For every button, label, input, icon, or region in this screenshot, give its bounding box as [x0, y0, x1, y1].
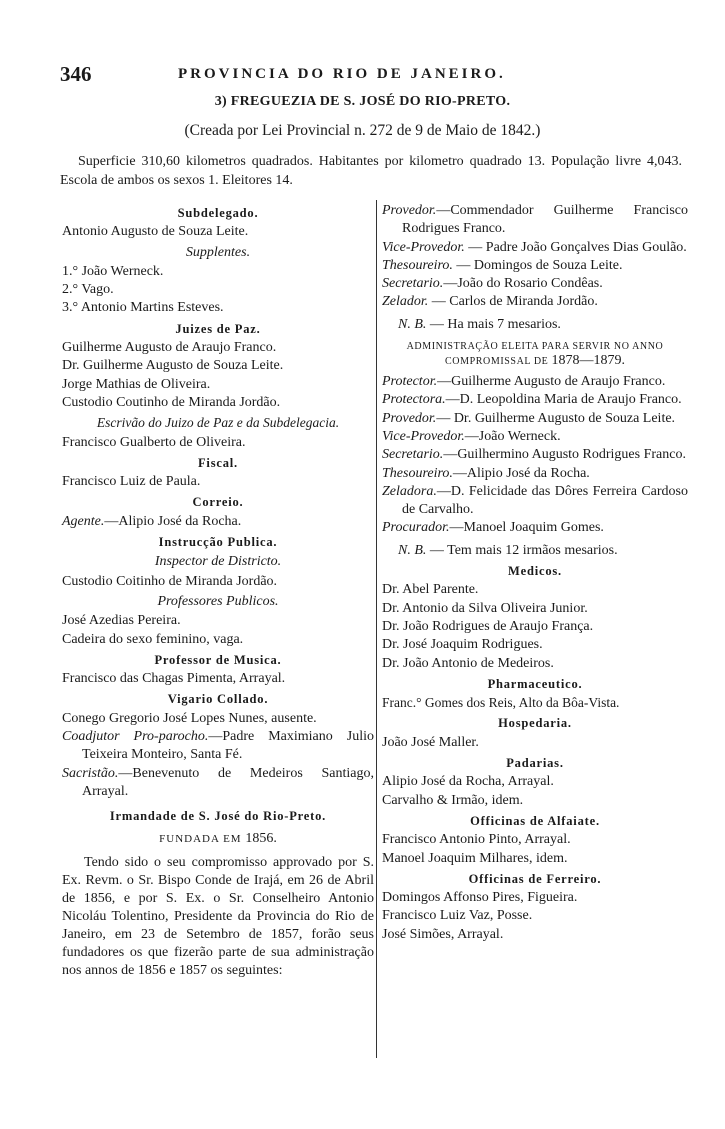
coadjutor-name: —Padre Maximiano Julio Teixeira Monteiro, Santa Fé. [82, 729, 374, 763]
officer-role: Provedor. [382, 410, 437, 426]
hospedaria-heading: Hospedaria. [498, 716, 572, 731]
creation-note: (Creada por Lei Provincial n. 272 de 9 de Maio de 1842.) [184, 122, 541, 139]
vigario-name: Conego Gregorio José Lopes Nunes, ausente. [62, 710, 317, 726]
officer-entry [382, 275, 688, 293]
medico-item: Dr. Antonio da Silva Oliveira Junior. [382, 600, 588, 616]
supplentes-heading: Supplentes. [185, 244, 251, 260]
inspector-heading: Inspector de Districto. [154, 554, 282, 570]
officer-name: — Padre João Gonçalves Dias Goulão. [464, 239, 687, 255]
column-divider [376, 200, 377, 1058]
officer-name: —João Werneck. [464, 428, 561, 444]
fundada-line [62, 830, 374, 848]
professores-heading: Professores Publicos. [157, 593, 279, 609]
medico-item: Dr. José Joaquim Rodrigues. [382, 637, 543, 653]
juiz-item: Guilherme Augusto de Araujo Franco. [62, 340, 277, 356]
hospedaria-name: João José Maller. [382, 734, 479, 750]
officer-role: Provedor. [382, 203, 437, 218]
fundada-year: 1856. [245, 830, 277, 846]
officer-role: Zelador. [382, 294, 429, 310]
ferreiro-item: Francisco Luiz Vaz, Posse. [382, 908, 533, 924]
correio-heading: Correio. [192, 495, 244, 510]
supplente-item: 3.° Antonio Martins Esteves. [62, 300, 224, 316]
pharma-name: Franc.° Gomes dos Reis, Alto da Bôa-Vista. [382, 695, 620, 711]
officer-entry [382, 239, 688, 257]
officer-role: Vice-Provedor. [382, 428, 465, 444]
alfaiate-item: Manoel Joaquim Milhares, idem. [382, 850, 568, 866]
professor-item: José Azedias Pereira. [62, 613, 181, 629]
juiz-item: Custodio Coutinho de Miranda Jordão. [62, 394, 281, 410]
officer-role: Zeladora. [382, 483, 437, 499]
agente-role: Agente. [62, 513, 105, 529]
officer-name: —D. Leopoldina Maria de Araujo Franco. [445, 392, 682, 408]
medico-item: Dr. Abel Parente. [382, 582, 479, 598]
alfaiate-item: Francisco Antonio Pinto, Arrayal. [382, 832, 571, 848]
supplente-item: 1.° João Werneck. [62, 263, 164, 279]
agente-entry [62, 513, 374, 531]
ferreiro-item: Domingos Affonso Pires, Figueira. [382, 890, 578, 906]
escrivao-heading: Escrivão do Juizo de Paz e da Subdelegacia. [96, 415, 340, 431]
fiscal-name: Francisco Luiz de Paula. [62, 474, 201, 490]
padaria-item: Carvalho & Irmão, idem. [382, 792, 524, 808]
page-header [60, 62, 700, 90]
irmandade-heading: Irmandade de S. José do Rio-Preto. [109, 809, 327, 824]
musica-name: Francisco das Chagas Pimenta, Arrayal. [62, 671, 286, 687]
ferreiro-heading: Officinas de Ferreiro. [468, 871, 602, 886]
note-text: — Ha mais 7 mesarios. [426, 316, 561, 332]
coadjutor-entry [62, 728, 374, 765]
page-number: 346 [60, 62, 92, 86]
officer-entry [382, 446, 688, 464]
subdelegado-name: Antonio Augusto de Souza Leite. [62, 224, 249, 240]
officer-entry [382, 257, 688, 275]
mesarios-note [382, 316, 688, 334]
alfaiate-heading: Officinas de Alfaiate. [470, 813, 600, 828]
escrivao-name: Francisco Gualberto de Oliveira. [62, 434, 246, 450]
officer-name: — Domingos de Souza Leite. [452, 257, 623, 273]
officer-name: — Dr. Guilherme Augusto de Souza Leite. [436, 410, 676, 426]
officer-name: —Commendador Guilherme Francisco Rodrigues Franco. [402, 203, 688, 237]
officer-role: Thesoureiro. [382, 257, 453, 273]
officer-role: Secretario. [382, 447, 444, 463]
medico-item: Dr. João Antonio de Medeiros. [382, 655, 554, 671]
ferreiro-item: José Simões, Arrayal. [382, 926, 504, 942]
officer-name: —João do Rosario Condêas. [443, 276, 603, 292]
medicos-heading: Medicos. [508, 564, 562, 579]
note-text: — Tem mais 12 irmãos mesarios. [426, 542, 618, 558]
juizes-heading: Juizes de Paz. [175, 321, 261, 336]
officer-role: Vice-Provedor. [382, 239, 465, 255]
medico-item: Dr. João Rodrigues de Araujo França. [382, 618, 594, 634]
right-column [382, 202, 688, 944]
professor-item: Cadeira do sexo feminino, vaga. [62, 631, 244, 647]
fundada-label: FUNDADA EM [159, 832, 242, 845]
officer-role: Protector. [382, 374, 438, 390]
running-title: PROVINCIA DO RIO DE JANEIRO. [178, 66, 506, 82]
sacristao-entry [62, 765, 374, 802]
instrucao-heading: Instrucção Publica. [158, 535, 278, 550]
officer-role: Procurador. [382, 520, 450, 536]
sacristao-role: Sacristão. [62, 765, 119, 781]
padaria-item: Alipio José da Rocha, Arrayal. [382, 774, 554, 790]
officer-entry [382, 519, 688, 537]
officer-entry [382, 373, 688, 391]
vigario-heading: Vigario Collado. [167, 692, 269, 707]
left-column [62, 202, 374, 980]
officer-entry [382, 391, 688, 409]
officer-entry [382, 202, 688, 239]
admin-heading [382, 340, 688, 369]
officer-role: Secretario. [382, 276, 444, 292]
inspector-name: Custodio Coitinho de Miranda Jordão. [62, 573, 278, 589]
statistics-paragraph: Superficie 310,60 kilometros quadrados. Habitantes por kilometro quadrado 13. População livre 4,043. Escola de ambos os sexos 1. Eleitores 14. [60, 154, 682, 188]
note-label: N. B. [398, 542, 427, 558]
officer-name: —Manoel Joaquim Gomes. [449, 520, 604, 536]
coadjutor-role: Coadjutor Pro-parocho. [62, 729, 209, 745]
mesarios-note [382, 542, 688, 560]
officer-name: —Alipio José da Rocha. [452, 465, 590, 481]
officer-entry [382, 293, 688, 311]
juiz-item: Dr. Guilherme Augusto de Souza Leite. [62, 358, 284, 374]
subdelegado-heading: Subdelegado. [177, 206, 259, 220]
officer-role: Protectora. [382, 392, 446, 408]
officer-name: — Carlos de Miranda Jordão. [428, 294, 598, 310]
supplente-item: 2.° Vago. [62, 282, 114, 298]
musica-heading: Professor de Musica. [154, 652, 282, 667]
officer-name: —Guilhermino Augusto Rodrigues Franco. [443, 447, 686, 463]
officer-entry [382, 428, 688, 446]
sacristao-name: —Benevenuto de Medeiros Santiago, Arrayal. [82, 765, 374, 799]
pharma-heading: Pharmaceutico. [487, 676, 583, 691]
section-title: 3) FREGUEZIA DE S. JOSÉ DO RIO-PRETO. [214, 94, 511, 109]
officer-name: —Guilherme Augusto de Araujo Franco. [437, 374, 666, 390]
fiscal-heading: Fiscal. [198, 455, 238, 470]
officer-role: Thesoureiro. [382, 465, 453, 481]
agente-name: —Alipio José da Rocha. [104, 513, 242, 529]
officer-entry [382, 483, 688, 520]
juiz-item: Jorge Mathias de Oliveira. [62, 376, 211, 392]
officer-entry [382, 410, 688, 428]
officer-entry [382, 465, 688, 483]
admin-years: 1878—1879. [551, 353, 625, 369]
note-label: N. B. [398, 316, 427, 332]
admin-heading-text: ADMINISTRAÇÃO ELEITA PARA SERVIR NO ANNO COMPROMISSAL DE [406, 341, 664, 368]
padarias-heading: Padarias. [506, 756, 564, 771]
irmandade-paragraph: Tendo sido o seu compromisso approvado por S. Ex. Revm. o Sr. Bispo Conde de Irajá, em 26 de Abril de 1856, e por S. Ex. o Sr. Conselheiro Antonio Nicoláu Tolentino, Presidente da Provincia do Rio de Janeiro, em 23 de Setembro de 1857, forão seus fundadores os que fizerão parte de sua administração nos annos de 1856 e 1857 os seguintes: [62, 854, 374, 978]
officer-name: —D. Felicidade das Dôres Ferreira Cardoso de Carvalho. [402, 483, 688, 518]
